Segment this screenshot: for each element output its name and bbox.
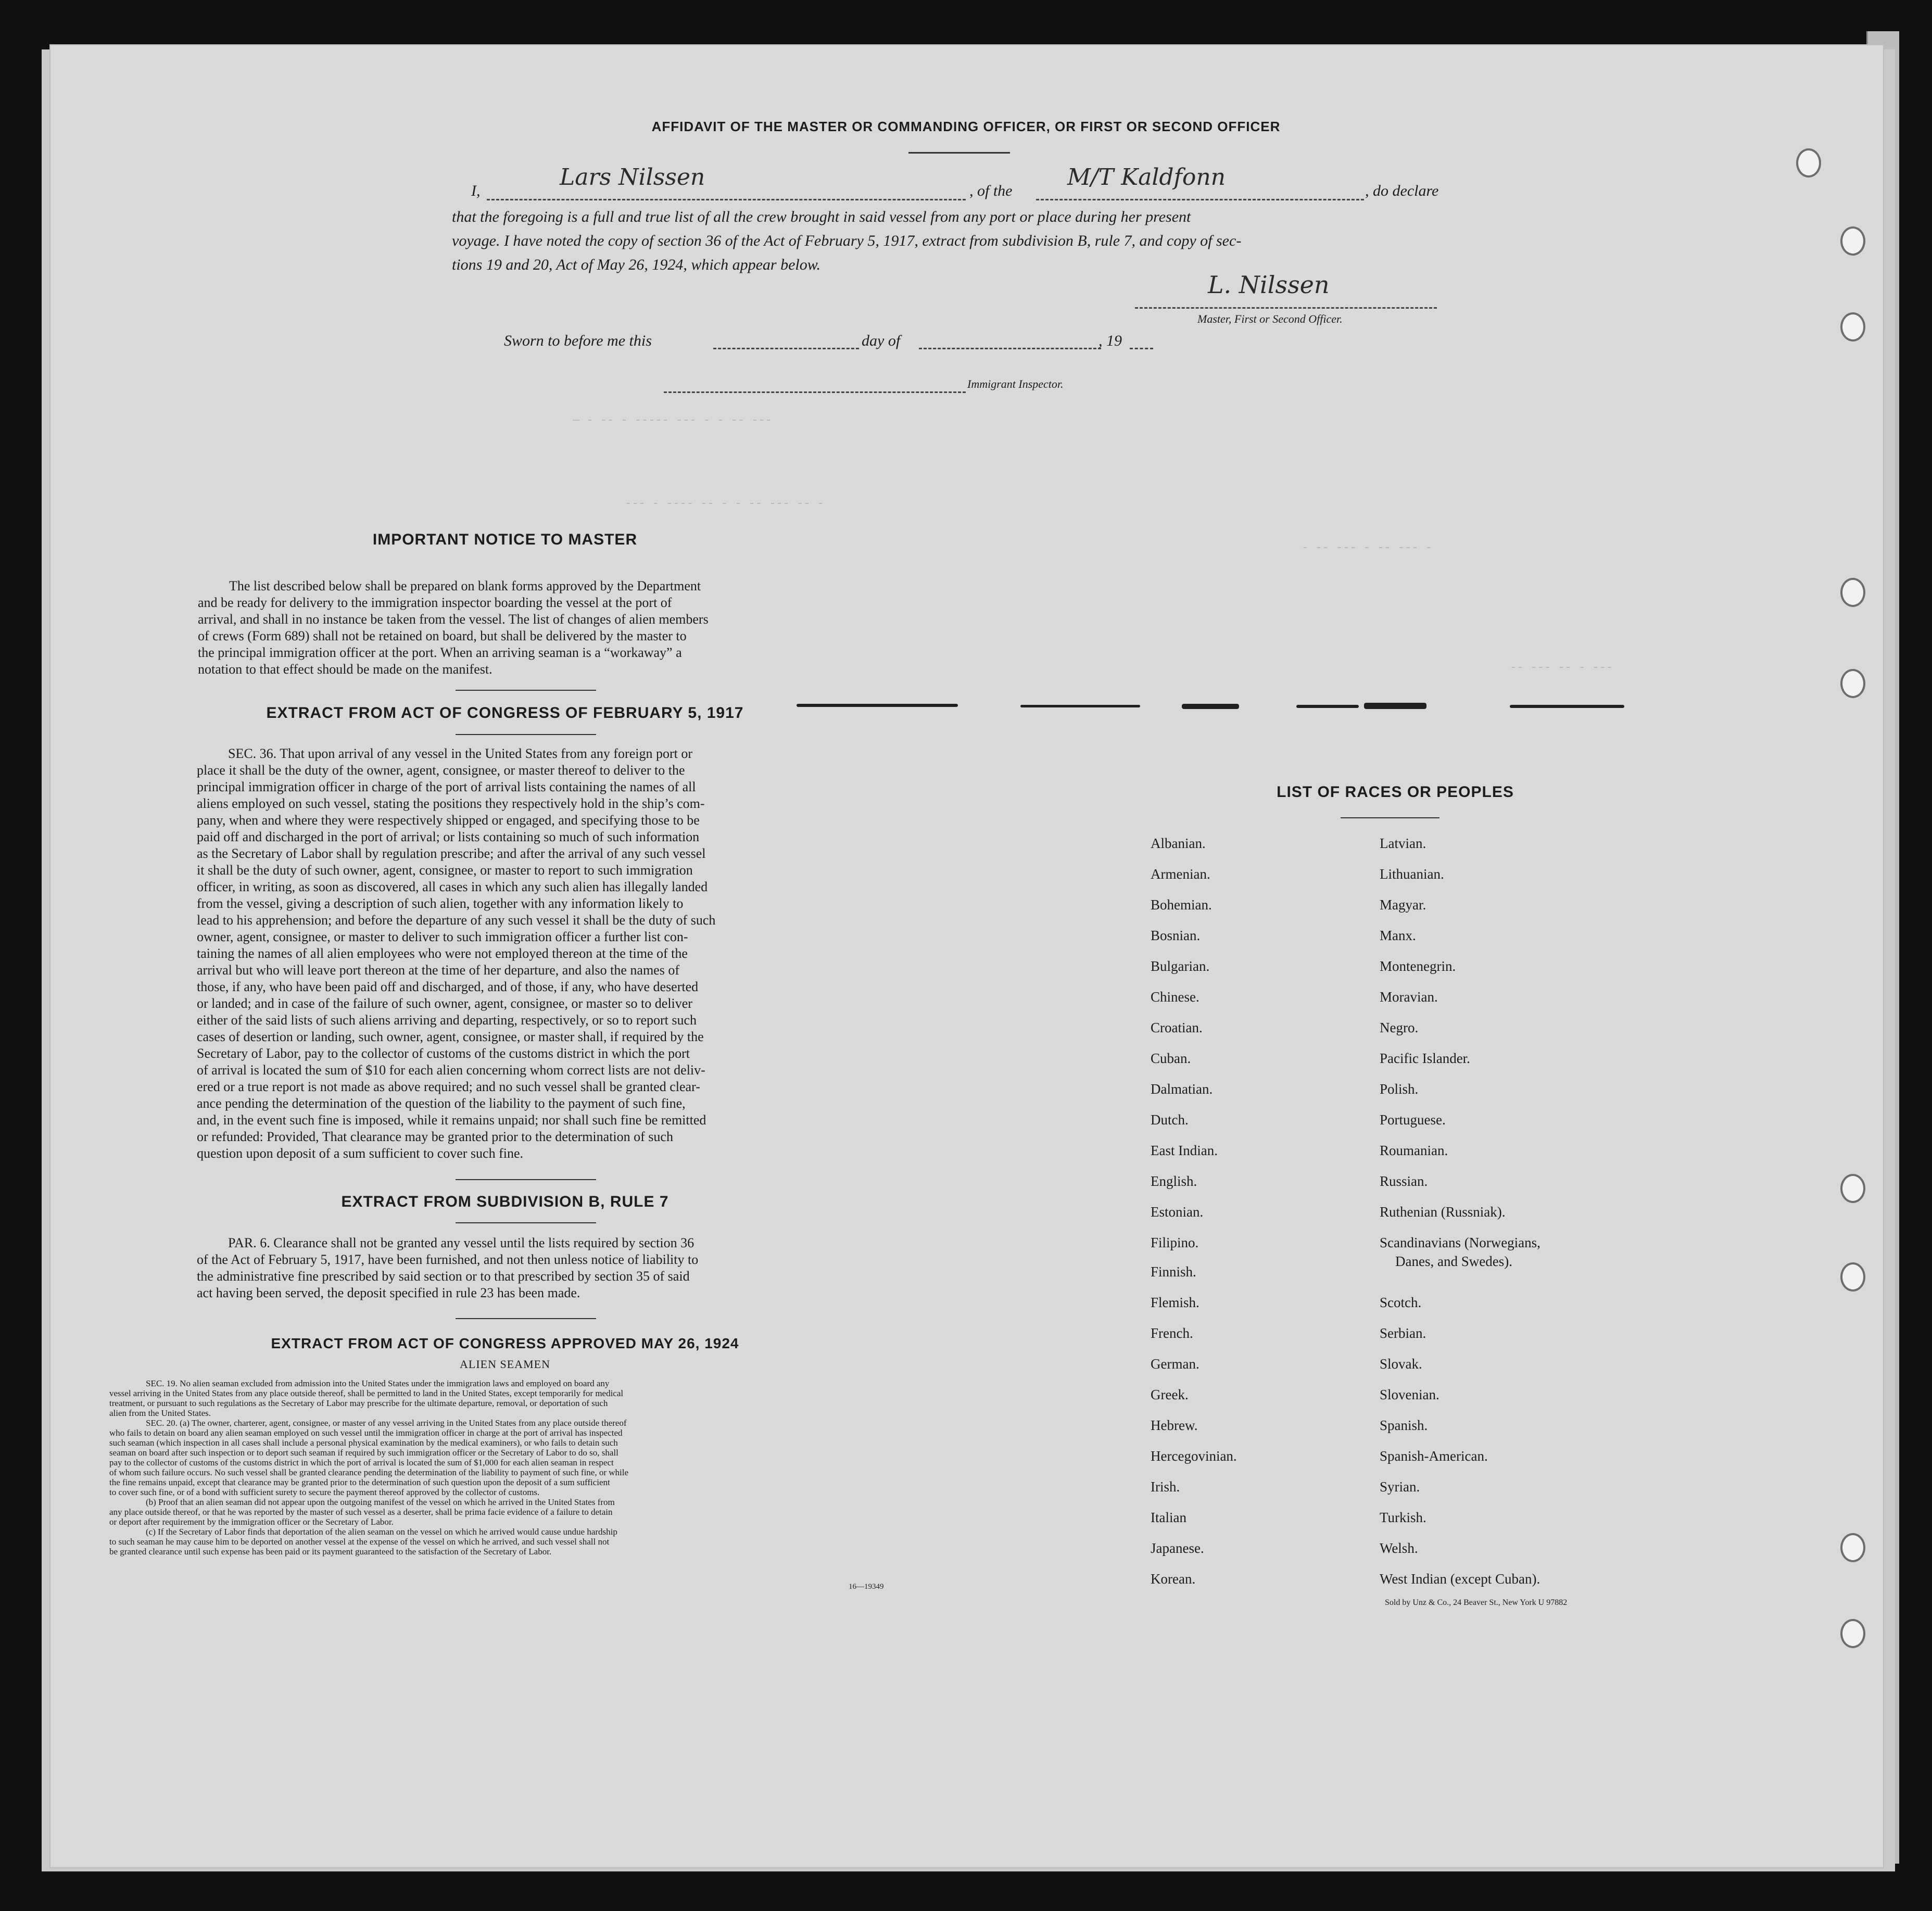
extract-1917-line: SEC. 36. That upon arrival of any vessel in the United States from any foreign port or: [228, 746, 692, 761]
race-right-item: Negro.: [1380, 1020, 1419, 1035]
binder-hole-icon: [1840, 1619, 1865, 1648]
race-left-item: Flemish.: [1151, 1295, 1199, 1310]
ink-blot: [1296, 705, 1359, 708]
section-rule: [456, 690, 596, 691]
signature-line: [1135, 307, 1437, 309]
form-number: 16—19349: [849, 1583, 884, 1591]
master-name-line: [487, 199, 966, 200]
extract-rule7-line: the administrative fine prescribed by said section or to that prescribed by section 35 of said: [197, 1269, 690, 1284]
binder-hole-icon: [1840, 1174, 1865, 1203]
ink-blot: [1364, 703, 1426, 709]
ink-blot: [1182, 704, 1239, 709]
notice-line: arrival, and shall in no instance be taken from the vessel. The list of changes of alien members: [198, 612, 709, 627]
affidavit-title: AFFIDAVIT OF THE MASTER OR COMMANDING OFFICER, OR FIRST OR SECOND OFFICER: [651, 119, 1281, 134]
extract-1924-line: be granted clearance until such expense has been paid or its payment guaranteed to the satisfaction of the Secretary of Labor.: [109, 1547, 552, 1556]
race-left-item: French.: [1151, 1325, 1193, 1341]
races-title: LIST OF RACES OR PEOPLES: [1277, 783, 1514, 801]
race-left-item: Filipino.: [1151, 1235, 1199, 1250]
extract-1917-line: arrival but who will leave port thereon at the time of her departure, and also the names of: [197, 963, 679, 978]
extract-1917-line: lead to his apprehension; and before the departure of any such vessel it shall be the duty of such: [197, 913, 716, 928]
race-left-item: Dalmatian.: [1151, 1081, 1213, 1097]
race-left-item: East Indian.: [1151, 1143, 1218, 1158]
sworn-month-line: [919, 348, 1101, 349]
race-right-item: Serbian.: [1380, 1325, 1426, 1341]
affidavit-of-the: , of the: [969, 182, 1013, 199]
race-right-item: Montenegrin.: [1380, 958, 1456, 974]
year-line: [1130, 348, 1153, 349]
extract-1924-line: who fails to detain on board any alien seaman employed on such vessel until the immigration officer in charge at the port of arrival has inspected: [109, 1428, 623, 1438]
extract-1924-line: (c) If the Secretary of Labor finds that deportation of the alien seaman on the vessel on which he arrived would cause undue hardship: [146, 1527, 617, 1537]
affidavit-line2: that the foregoing is a full and true list of all the crew brought in said vessel from any port or place during her present: [452, 208, 1191, 225]
race-right-item: Polish.: [1380, 1081, 1419, 1097]
inspector-line: [664, 391, 966, 393]
notice-line: The list described below shall be prepared on blank forms approved by the Department: [229, 578, 701, 593]
vessel-name-line: [1036, 199, 1364, 200]
race-right-item: Pacific Islander.: [1380, 1051, 1470, 1066]
race-left-item: Chinese.: [1151, 989, 1199, 1005]
extract-1917-line: from the vessel, giving a description of such alien, together with any information likely to: [197, 896, 684, 911]
extract-1924-line: treatment, or pursuant to such regulations as the Secretary of Labor may prescribe for the ultimate departure, removal, or deportation of such: [109, 1398, 608, 1408]
binder-hole-icon: [1796, 148, 1821, 178]
race-left-item: Armenian.: [1151, 866, 1210, 882]
race-left-item: English.: [1151, 1173, 1197, 1189]
sworn-day-line: [713, 348, 859, 349]
race-right-item: Roumanian.: [1380, 1143, 1448, 1158]
race-left-item: Bohemian.: [1151, 897, 1212, 913]
extract-1924-line: (b) Proof that an alien seaman did not appear upon the outgoing manifest of the vessel on which he arrived in the United States from: [146, 1497, 615, 1507]
extract-1917-line: either of the said lists of such aliens arriving and departing, respectively, or so to report such: [197, 1013, 697, 1028]
ink-blot: [1510, 705, 1624, 708]
race-right-item: Scotch.: [1380, 1295, 1422, 1310]
printer-credit: Sold by Unz & Co., 24 Beaver St., New York U 97882: [1385, 1598, 1568, 1607]
race-left-item: Hebrew.: [1151, 1418, 1198, 1433]
extract-1924-line: the fine remains unpaid, except that clearance may be granted prior to the determination of such question upon the deposit of a sum sufficient: [109, 1477, 610, 1487]
extract-1924-body: [109, 1378, 894, 1556]
section-rule: [456, 1222, 596, 1223]
race-left-item: Bulgarian.: [1151, 958, 1210, 974]
section-rule: [456, 734, 596, 735]
notice-line: of crews (Form 689) shall not be retained on board, but shall be delivered by the master to: [198, 628, 687, 643]
affidavit-do-declare: , do declare: [1365, 182, 1439, 199]
binder-hole-icon: [1840, 669, 1865, 698]
extract-1917-line: paid off and discharged in the port of arrival; or lists containing so much of such information: [197, 829, 700, 844]
extract-1924-line: SEC. 20. (a) The owner, charterer, agent, consignee, or master of any vessel arriving in the United States from any place outside thereof: [146, 1418, 627, 1428]
affidavit-i-label: I,: [471, 182, 481, 199]
race-right-item: Russian.: [1380, 1173, 1428, 1189]
inspector-label: Immigrant Inspector.: [967, 377, 1064, 390]
race-right-item: Syrian.: [1380, 1479, 1420, 1495]
race-right-item: Welsh.: [1380, 1540, 1418, 1556]
race-right-item: Latvian.: [1380, 836, 1426, 851]
race-left-item: Irish.: [1151, 1479, 1180, 1495]
ink-blot: [797, 704, 958, 707]
ink-blot: [1020, 705, 1140, 707]
race-left-item: Greek.: [1151, 1387, 1189, 1402]
binder-hole-icon: [1840, 312, 1865, 341]
races-title-rule: [1341, 817, 1439, 818]
extract-1924-title: EXTRACT FROM ACT OF CONGRESS APPROVED MAY 26, 1924: [271, 1335, 739, 1351]
extract-1924-line: pay to the collector of customs of the customs district in which the port of arrival is located the sum of $1,000 for each alien seaman in respect: [109, 1458, 614, 1467]
extract-1917-line: those, if any, who have been paid off and discharged, and of those, if any, who have deserted: [197, 979, 699, 994]
extract-1924-line: of whom such failure occurs. No such vessel shall be granted clearance pending the determination of the liability to payment of such fine, or while: [109, 1467, 629, 1477]
day-of-label: day of: [862, 332, 901, 349]
race-left-item: Hercegovinian.: [1151, 1448, 1237, 1464]
extract-1924-line: to such seaman he may cause him to be deported on another vessel at the expense of the vessel on which he arrived, and such vessel shall not: [109, 1537, 610, 1547]
title-rule: [908, 152, 1010, 154]
extract-1924-line: SEC. 19. No alien seaman excluded from admission into the United States under the immigration laws and employed on board any: [146, 1378, 610, 1388]
extract-rule7-line: PAR. 6. Clearance shall not be granted any vessel until the lists required by section 36: [228, 1235, 694, 1250]
master-signature: L. Nilssen: [1208, 271, 1330, 299]
race-left-item: Bosnian.: [1151, 928, 1201, 943]
extract-1924-subtitle: ALIEN SEAMEN: [460, 1358, 550, 1371]
extract-1917-line: of arrival is located the sum of $10 for each alien concerning whom correct lists are not deliv-: [197, 1062, 705, 1078]
race-right-item: Lithuanian.: [1380, 866, 1444, 882]
race-left-item: Estonian.: [1151, 1204, 1204, 1220]
extract-1917-line: taining the names of all alien employees who were not employed thereon at the time of the: [197, 946, 688, 961]
race-left-item: Korean.: [1151, 1571, 1196, 1587]
race-right-item: Scandinavians (Norwegians,: [1380, 1235, 1540, 1250]
race-left-item: Albanian.: [1151, 836, 1206, 851]
binder-hole-icon: [1840, 578, 1865, 607]
race-right-item: Turkish.: [1380, 1510, 1426, 1525]
binder-hole-icon: [1840, 1262, 1865, 1292]
extract-1917-line: pany, when and where they were respectively shipped or engaged, and specifying those to be: [197, 813, 700, 828]
race-left-item: Croatian.: [1151, 1020, 1203, 1035]
extract-1917-line: ance pending the determination of the question of the liability to the payment of such fine,: [197, 1096, 686, 1111]
extract-1917-line: or refunded: Provided, That clearance may be granted prior to the determination of such: [197, 1129, 673, 1144]
section-rule: [456, 1179, 596, 1180]
extract-1917-line: cases of desertion or landing, such owner, agent, consignee, or master shall, if required by the: [197, 1029, 704, 1044]
race-right-item: West Indian (except Cuban).: [1380, 1571, 1540, 1587]
race-left-item: Japanese.: [1151, 1540, 1204, 1556]
extract-1924-line: or deport after requirement by the immigration officer or the Secretary of Labor.: [109, 1517, 394, 1527]
extract-rule7-line: of the Act of February 5, 1917, have been furnished, and not then unless notice of liability to: [197, 1252, 699, 1267]
race-right-item: Moravian.: [1380, 989, 1438, 1005]
race-left-item: Dutch.: [1151, 1112, 1189, 1128]
race-right-item: Slovenian.: [1380, 1387, 1439, 1402]
notice-body: [198, 578, 810, 678]
extract-1917-line: place it shall be the duty of the owner, agent, consignee, or master thereof to deliver to the: [197, 763, 685, 778]
year-prefix: , 19: [1098, 332, 1122, 349]
extract-1924-line: such seaman (which inspection in all cases shall include a personal physical examination by the medical examiners), or who fails to detain such: [109, 1438, 618, 1448]
extract-1924-line: vessel arriving in the United States from any place outside thereof, shall be permitted to land in the United States, except temporarily for medical: [109, 1388, 624, 1398]
extract-1917-line: ered or a true report is not made as above required; and no such vessel shall be granted clear-: [197, 1079, 700, 1094]
race-right-item: Slovak.: [1380, 1356, 1422, 1372]
binder-hole-icon: [1840, 1533, 1865, 1562]
extract-1917-line: it shall be the duty of such owner, agent, consignee, or master to report to such immigration: [197, 863, 693, 878]
extract-rule7-line: act having been served, the deposit specified in rule 23 has been made.: [197, 1285, 580, 1300]
affidavit-line4: tions 19 and 20, Act of May 26, 1924, which appear below.: [452, 256, 821, 273]
race-right-item: Ruthenian (Russniak).: [1380, 1204, 1506, 1220]
section-rule: [456, 1318, 596, 1319]
bleed-through-text: — - -- - ----- --- - - -- ---: [573, 414, 772, 427]
extract-1917-body: [197, 745, 810, 1162]
notice-title: IMPORTANT NOTICE TO MASTER: [372, 531, 638, 548]
extract-1917-line: aliens employed on such vessel, stating the positions they respectively hold in the ship’s com-: [197, 796, 705, 811]
binder-hole-icon: [1840, 226, 1865, 256]
sworn-label: Sworn to before me this: [504, 332, 652, 349]
extract-1924-line: alien from the United States.: [109, 1408, 211, 1418]
extract-1917-line: owner, agent, consignee, or master to deliver to such immigration officer a further list con-: [197, 929, 688, 944]
race-left-item: German.: [1151, 1356, 1199, 1372]
race-right-item: Danes, and Swedes).: [1395, 1254, 1512, 1269]
bleed-through-text: - -- --- - -- --- -: [1302, 541, 1432, 554]
extract-1924-line: any place outside thereof, or that he was reported by the master of such vessel as a deserter, shall be prima facie evidence of a failure to detain: [109, 1507, 613, 1517]
extract-1917-line: Secretary of Labor, pay to the collector of customs of the customs district in which the port: [197, 1046, 690, 1061]
race-right-item: Portuguese.: [1380, 1112, 1446, 1128]
extract-1917-line: officer, in writing, as soon as discovered, all cases in which any such alien has illegally landed: [197, 879, 708, 894]
extract-1917-title: EXTRACT FROM ACT OF CONGRESS OF FEBRUARY 5, 1917: [266, 704, 744, 722]
affidavit-line3: voyage. I have noted the copy of section 36 of the Act of February 5, 1917, extract from subdivision B, rule 7, and copy of sec-: [452, 232, 1242, 249]
notice-line: notation to that effect should be made on the manifest.: [198, 662, 493, 677]
race-right-item: Manx.: [1380, 928, 1416, 943]
master-name-handwritten: Lars Nilssen: [560, 164, 705, 191]
extract-1924-line: to cover such fine, or of a bond with sufficient surety to secure the payment thereof approved by the collector of customs.: [109, 1487, 540, 1497]
extract-1917-line: principal immigration officer in charge of the port of arrival lists containing the names of all: [197, 779, 696, 794]
extract-rule7-body: [197, 1235, 810, 1301]
race-right-item: Magyar.: [1380, 897, 1426, 913]
extract-1917-line: as the Secretary of Labor shall by regulation prescribe; and after the arrival of any such vessel: [197, 846, 706, 861]
race-left-item: Cuban.: [1151, 1051, 1191, 1066]
race-right-item: Spanish.: [1380, 1418, 1428, 1433]
extract-1924-line: seaman on board after such inspection or to deport such seaman if required by such immigration officer or the Secretary of Labor to do so, shall: [109, 1448, 618, 1458]
bleed-through-text: -- --- -- - ---: [1510, 661, 1613, 674]
notice-line: and be ready for delivery to the immigration inspector boarding the vessel at the port of: [198, 595, 672, 610]
bleed-through-text: --- - ---- -- - - -- --- -- -: [625, 497, 824, 510]
notice-line: the principal immigration officer at the port. When an arriving seaman is a “workaway” a: [198, 645, 682, 660]
vessel-name-handwritten: M/T Kaldfonn: [1067, 164, 1226, 191]
race-left-item: Italian: [1151, 1510, 1186, 1525]
race-right-item: Spanish-American.: [1380, 1448, 1488, 1464]
extract-1917-line: or landed; and in case of the failure of such owner, agent, consignee, or master so to deliver: [197, 996, 692, 1011]
signature-label: Master, First or Second Officer.: [1197, 312, 1343, 325]
extract-1917-line: question upon deposit of a sum sufficient to cover such fine.: [197, 1146, 524, 1161]
race-left-item: Finnish.: [1151, 1264, 1196, 1280]
extract-1917-line: and, in the event such fine is imposed, while it remains unpaid; nor shall such fine be remitted: [197, 1112, 706, 1128]
extract-rule7-title: EXTRACT FROM SUBDIVISION B, RULE 7: [341, 1193, 669, 1210]
